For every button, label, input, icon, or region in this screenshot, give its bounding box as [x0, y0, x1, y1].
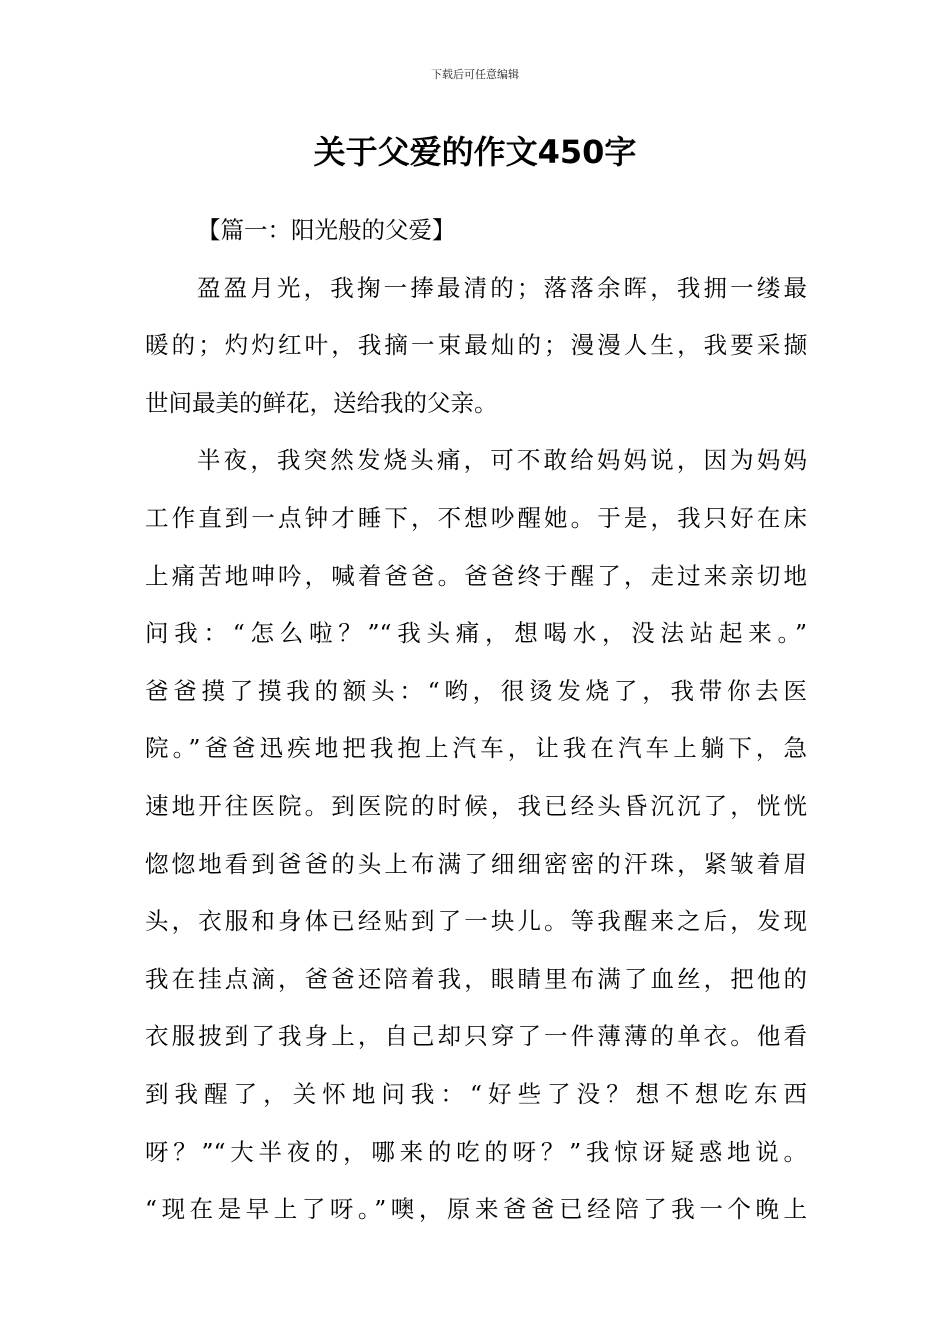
essay-body: [145, 202, 807, 1239]
text-line: 头，衣服和身体已经贴到了一块儿。等我醒来之后，发现: [145, 907, 807, 936]
text-line: 到我醒了，关怀地问我：“好些了没？想不想吃东西: [145, 1079, 807, 1108]
text-line: 工作直到一点钟才睡下，不想吵醒她。于是，我只好在床: [145, 503, 807, 532]
section-heading: 【篇一：阳光般的父爱】: [197, 216, 456, 244]
text-line: 速地开往医院。到医院的时候，我已经头昏沉沉了，恍恍: [145, 791, 807, 820]
text-line: 院。”爸爸迅疾地把我抱上汽车，让我在汽车上躺下，急: [145, 734, 807, 763]
text-line: “现在是早上了呀。”噢，原来爸爸已经陪了我一个晚上: [145, 1195, 807, 1224]
document-title: 关于父爱的作文450字: [313, 133, 637, 171]
text-line: 半夜，我突然发烧头痛，可不敢给妈妈说，因为妈妈: [197, 446, 807, 475]
text-line: 呀？”“大半夜的，哪来的吃的呀？”我惊讶疑惑地说。: [145, 1137, 807, 1166]
text-line: 上痛苦地呻吟，喊着爸爸。爸爸终于醒了，走过来亲切地: [145, 561, 807, 590]
text-line: 暖的；灼灼红叶，我摘一束最灿的；漫漫人生，我要采撷: [145, 331, 807, 360]
header-note: 下载后可任意编辑: [431, 68, 519, 81]
text-line: 世间最美的鲜花，送给我的父亲。: [145, 388, 498, 417]
text-line: 我在挂点滴，爸爸还陪着我，眼睛里布满了血丝，把他的: [145, 964, 807, 993]
text-line: 问我：“怎么啦？”“我头痛，想喝水，没法站起来。”: [145, 619, 807, 648]
text-line: 爸爸摸了摸我的额头：“哟，很烫发烧了，我带你去医: [145, 676, 807, 705]
text-line: 惚惚地看到爸爸的头上布满了细细密密的汗珠，紧皱着眉: [145, 849, 807, 878]
text-line: 盈盈月光，我掬一捧最清的；落落余晖，我拥一缕最: [197, 273, 807, 302]
text-line: 衣服披到了我身上，自己却只穿了一件薄薄的单衣。他看: [145, 1022, 807, 1051]
